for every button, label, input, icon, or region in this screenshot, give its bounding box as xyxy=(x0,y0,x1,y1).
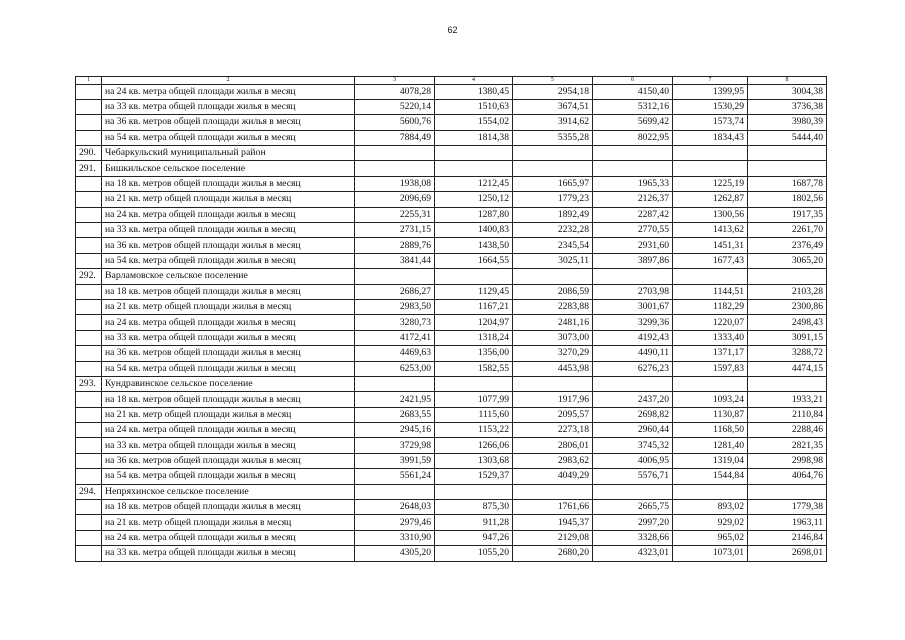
value-cell: 5600,76 xyxy=(355,115,435,130)
row-number xyxy=(76,130,102,145)
row-number xyxy=(76,315,102,330)
table-row xyxy=(76,330,827,345)
value-cell: 1318,24 xyxy=(435,330,513,345)
value-cell: 2498,43 xyxy=(748,315,827,330)
value-cell: 1965,33 xyxy=(593,176,673,191)
row-number xyxy=(76,299,102,314)
value-cell: 5699,42 xyxy=(593,115,673,130)
value-cell: 1300,56 xyxy=(673,207,748,222)
row-number xyxy=(76,515,102,530)
value-cell: 1665,97 xyxy=(513,176,593,191)
value-cell: 3745,32 xyxy=(593,438,673,453)
row-label: на 18 кв. метров общей площади жилья в месяц xyxy=(102,284,355,299)
value-cell: 2287,42 xyxy=(593,207,673,222)
value-cell: 1153,22 xyxy=(435,423,513,438)
value-cell: 1167,21 xyxy=(435,299,513,314)
row-number xyxy=(76,407,102,422)
table-row xyxy=(76,130,827,145)
row-number xyxy=(76,330,102,345)
table-row xyxy=(76,392,827,407)
value-cell: 1779,23 xyxy=(513,192,593,207)
row-number xyxy=(76,284,102,299)
value-cell: 2126,37 xyxy=(593,192,673,207)
row-label: на 21 кв. метр общей площади жилья в месяц xyxy=(102,299,355,314)
value-cell: 2680,20 xyxy=(513,546,593,561)
row-number xyxy=(76,546,102,561)
column-number: 5 xyxy=(513,77,593,85)
value-cell: 1319,04 xyxy=(673,453,748,468)
value-cell xyxy=(673,146,748,161)
table-row xyxy=(76,238,827,253)
value-cell xyxy=(435,269,513,284)
table-row xyxy=(76,530,827,545)
row-label: на 33 кв. метра общей площади жилья в месяц xyxy=(102,223,355,238)
value-cell: 4453,98 xyxy=(513,361,593,376)
section-row xyxy=(76,484,827,499)
value-cell: 1093,24 xyxy=(673,392,748,407)
value-cell xyxy=(673,161,748,176)
value-cell: 2954,18 xyxy=(513,84,593,99)
value-cell: 1761,66 xyxy=(513,500,593,515)
value-cell: 1204,97 xyxy=(435,315,513,330)
row-label: на 24 кв. метра общей площади жилья в месяц xyxy=(102,315,355,330)
value-cell: 4192,43 xyxy=(593,330,673,345)
value-cell: 3004,38 xyxy=(748,84,827,99)
value-cell xyxy=(355,376,435,391)
value-cell: 6276,23 xyxy=(593,361,673,376)
value-cell xyxy=(513,161,593,176)
row-number xyxy=(76,361,102,376)
value-cell: 2481,16 xyxy=(513,315,593,330)
value-cell: 911,28 xyxy=(435,515,513,530)
value-cell: 3674,51 xyxy=(513,99,593,114)
row-number xyxy=(76,84,102,99)
row-label: на 36 кв. метров общей площади жилья в месяц xyxy=(102,238,355,253)
value-cell xyxy=(593,146,673,161)
value-cell: 2648,03 xyxy=(355,500,435,515)
value-cell: 1779,38 xyxy=(748,500,827,515)
row-label: на 18 кв. метров общей площади жилья в месяц xyxy=(102,176,355,191)
value-cell: 2686,27 xyxy=(355,284,435,299)
row-number xyxy=(76,530,102,545)
value-cell: 1400,83 xyxy=(435,223,513,238)
table-row xyxy=(76,423,827,438)
row-label: на 24 кв. метра общей площади жилья в месяц xyxy=(102,207,355,222)
value-cell: 3310,90 xyxy=(355,530,435,545)
row-number xyxy=(76,423,102,438)
value-cell: 1529,37 xyxy=(435,469,513,484)
value-cell: 1115,60 xyxy=(435,407,513,422)
value-cell: 3299,36 xyxy=(593,315,673,330)
value-cell xyxy=(513,376,593,391)
value-cell: 2931,60 xyxy=(593,238,673,253)
value-cell: 2665,75 xyxy=(593,500,673,515)
value-cell: 4172,41 xyxy=(355,330,435,345)
row-label: на 24 кв. метра общей площади жилья в месяц xyxy=(102,84,355,99)
value-cell: 2255,31 xyxy=(355,207,435,222)
value-cell: 3991,59 xyxy=(355,453,435,468)
table-row xyxy=(76,284,827,299)
table-row xyxy=(76,223,827,238)
row-number xyxy=(76,238,102,253)
value-cell: 2437,20 xyxy=(593,392,673,407)
row-label: на 33 кв. метра общей площади жилья в месяц xyxy=(102,330,355,345)
value-cell: 2110,84 xyxy=(748,407,827,422)
value-cell: 2698,01 xyxy=(748,546,827,561)
value-cell: 2821,35 xyxy=(748,438,827,453)
table-row xyxy=(76,407,827,422)
value-cell: 1963,11 xyxy=(748,515,827,530)
table-row xyxy=(76,315,827,330)
column-number: 1 xyxy=(76,77,102,85)
value-cell: 1892,49 xyxy=(513,207,593,222)
row-label: на 36 кв. метров общей площади жилья в месяц xyxy=(102,115,355,130)
value-cell: 3980,39 xyxy=(748,115,827,130)
value-cell: 3091,15 xyxy=(748,330,827,345)
value-cell: 929,02 xyxy=(673,515,748,530)
table-row xyxy=(76,207,827,222)
value-cell: 2300,86 xyxy=(748,299,827,314)
value-cell: 3073,00 xyxy=(513,330,593,345)
page-number: 62 xyxy=(447,25,458,35)
value-cell: 1168,50 xyxy=(673,423,748,438)
value-cell: 4150,40 xyxy=(593,84,673,99)
value-cell: 1544,84 xyxy=(673,469,748,484)
section-row xyxy=(76,146,827,161)
value-cell: 3065,20 xyxy=(748,253,827,268)
value-cell: 5444,40 xyxy=(748,130,827,145)
value-cell xyxy=(355,484,435,499)
value-cell xyxy=(355,146,435,161)
row-number: 294. xyxy=(76,484,102,499)
value-cell: 965,02 xyxy=(673,530,748,545)
value-cell xyxy=(748,376,827,391)
value-cell: 2731,15 xyxy=(355,223,435,238)
row-number xyxy=(76,176,102,191)
row-number xyxy=(76,223,102,238)
row-label: на 36 кв. метров общей площади жилья в месяц xyxy=(102,453,355,468)
row-label: на 36 кв. метров общей площади жилья в месяц xyxy=(102,346,355,361)
row-label: на 18 кв. метров общей площади жилья в месяц xyxy=(102,392,355,407)
row-label: на 21 кв. метр общей площади жилья в месяц xyxy=(102,515,355,530)
value-cell: 2376,49 xyxy=(748,238,827,253)
value-cell xyxy=(748,484,827,499)
value-cell: 5561,24 xyxy=(355,469,435,484)
value-cell xyxy=(593,376,673,391)
value-cell: 1380,45 xyxy=(435,84,513,99)
value-cell: 2983,62 xyxy=(513,453,593,468)
value-cell: 1413,62 xyxy=(673,223,748,238)
table-row xyxy=(76,115,827,130)
value-cell xyxy=(435,484,513,499)
row-number xyxy=(76,207,102,222)
section-title: Чебаркульский муниципальный район xyxy=(102,146,355,161)
value-cell xyxy=(355,269,435,284)
value-cell: 2983,50 xyxy=(355,299,435,314)
row-label: на 33 кв. метра общей площади жилья в месяц xyxy=(102,546,355,561)
value-cell: 2103,28 xyxy=(748,284,827,299)
value-cell: 5312,16 xyxy=(593,99,673,114)
value-cell: 947,26 xyxy=(435,530,513,545)
table-row xyxy=(76,176,827,191)
section-title: Бишкильское сельское поселение xyxy=(102,161,355,176)
value-cell: 4490,11 xyxy=(593,346,673,361)
value-cell: 1917,96 xyxy=(513,392,593,407)
row-number xyxy=(76,500,102,515)
value-cell: 2945,16 xyxy=(355,423,435,438)
section-title: Варламовское сельское поселение xyxy=(102,269,355,284)
value-cell: 3270,29 xyxy=(513,346,593,361)
value-cell: 2698,82 xyxy=(593,407,673,422)
value-cell: 2283,88 xyxy=(513,299,593,314)
row-label: на 54 кв. метра общей площади жилья в месяц xyxy=(102,130,355,145)
value-cell: 1814,38 xyxy=(435,130,513,145)
value-cell: 5220,14 xyxy=(355,99,435,114)
row-number xyxy=(76,192,102,207)
value-cell: 3897,86 xyxy=(593,253,673,268)
table-row xyxy=(76,99,827,114)
table-row xyxy=(76,192,827,207)
value-cell: 1266,06 xyxy=(435,438,513,453)
value-cell: 1129,45 xyxy=(435,284,513,299)
value-cell: 3288,72 xyxy=(748,346,827,361)
column-number: 4 xyxy=(435,77,513,85)
value-cell: 1077,99 xyxy=(435,392,513,407)
value-cell: 2095,57 xyxy=(513,407,593,422)
value-cell: 3736,38 xyxy=(748,99,827,114)
row-label: на 54 кв. метра общей площади жилья в месяц xyxy=(102,253,355,268)
value-cell: 1664,55 xyxy=(435,253,513,268)
column-number-row xyxy=(76,77,827,85)
value-cell: 2703,98 xyxy=(593,284,673,299)
value-cell: 2129,08 xyxy=(513,530,593,545)
value-cell: 2889,76 xyxy=(355,238,435,253)
table-row xyxy=(76,469,827,484)
value-cell: 8022,95 xyxy=(593,130,673,145)
value-cell: 1333,40 xyxy=(673,330,748,345)
value-cell xyxy=(435,146,513,161)
row-label: на 18 кв. метров общей площади жилья в месяц xyxy=(102,500,355,515)
value-cell: 3328,66 xyxy=(593,530,673,545)
value-cell: 1303,68 xyxy=(435,453,513,468)
row-number: 290. xyxy=(76,146,102,161)
column-number: 2 xyxy=(102,77,355,85)
value-cell: 1938,08 xyxy=(355,176,435,191)
value-cell: 2979,46 xyxy=(355,515,435,530)
column-number: 7 xyxy=(673,77,748,85)
value-cell xyxy=(513,269,593,284)
value-cell xyxy=(355,161,435,176)
table-row xyxy=(76,84,827,99)
value-cell: 1687,78 xyxy=(748,176,827,191)
value-cell: 2288,46 xyxy=(748,423,827,438)
value-cell: 1250,12 xyxy=(435,192,513,207)
value-cell: 1055,20 xyxy=(435,546,513,561)
value-cell: 3001,67 xyxy=(593,299,673,314)
row-number xyxy=(76,253,102,268)
value-cell: 1073,01 xyxy=(673,546,748,561)
value-cell: 1677,43 xyxy=(673,253,748,268)
row-number xyxy=(76,346,102,361)
section-title: Кундравинское сельское поселение xyxy=(102,376,355,391)
value-cell: 1834,43 xyxy=(673,130,748,145)
value-cell: 2146,84 xyxy=(748,530,827,545)
section-row xyxy=(76,376,827,391)
row-label: на 33 кв. метра общей площади жилья в месяц xyxy=(102,99,355,114)
value-cell: 3841,44 xyxy=(355,253,435,268)
value-cell: 1554,02 xyxy=(435,115,513,130)
value-cell: 893,02 xyxy=(673,500,748,515)
table-row xyxy=(76,546,827,561)
value-cell: 2806,01 xyxy=(513,438,593,453)
section-row xyxy=(76,269,827,284)
value-cell: 2261,70 xyxy=(748,223,827,238)
value-cell: 4006,95 xyxy=(593,453,673,468)
column-number: 3 xyxy=(355,77,435,85)
table-row xyxy=(76,438,827,453)
row-label: на 24 кв. метра общей площади жилья в месяц xyxy=(102,530,355,545)
column-number: 6 xyxy=(593,77,673,85)
value-cell xyxy=(593,269,673,284)
value-cell xyxy=(593,161,673,176)
value-cell: 4474,15 xyxy=(748,361,827,376)
table-row xyxy=(76,299,827,314)
value-cell: 1220,07 xyxy=(673,315,748,330)
value-cell xyxy=(748,161,827,176)
value-cell: 3025,11 xyxy=(513,253,593,268)
value-cell: 4469,63 xyxy=(355,346,435,361)
table-row xyxy=(76,346,827,361)
value-cell: 1287,80 xyxy=(435,207,513,222)
table-body xyxy=(76,77,827,562)
value-cell: 4049,29 xyxy=(513,469,593,484)
value-cell: 1281,40 xyxy=(673,438,748,453)
value-cell xyxy=(435,161,513,176)
value-cell: 1530,29 xyxy=(673,99,748,114)
value-cell xyxy=(748,146,827,161)
value-cell: 3729,98 xyxy=(355,438,435,453)
value-cell: 2273,18 xyxy=(513,423,593,438)
value-cell: 1945,37 xyxy=(513,515,593,530)
row-label: на 24 кв. метра общей площади жилья в месяц xyxy=(102,423,355,438)
value-cell: 1933,21 xyxy=(748,392,827,407)
value-cell: 3914,62 xyxy=(513,115,593,130)
value-cell: 1130,87 xyxy=(673,407,748,422)
row-label: на 21 кв. метр общей площади жилья в месяц xyxy=(102,192,355,207)
value-cell: 1262,87 xyxy=(673,192,748,207)
value-cell: 2683,55 xyxy=(355,407,435,422)
value-cell: 7884,49 xyxy=(355,130,435,145)
column-number: 8 xyxy=(748,77,827,85)
value-cell: 1399,95 xyxy=(673,84,748,99)
section-title: Непряхинское сельское поселение xyxy=(102,484,355,499)
row-number xyxy=(76,115,102,130)
row-number: 292. xyxy=(76,269,102,284)
value-cell xyxy=(673,484,748,499)
value-cell: 1144,51 xyxy=(673,284,748,299)
value-cell: 1212,45 xyxy=(435,176,513,191)
value-cell: 1451,31 xyxy=(673,238,748,253)
row-label: на 21 кв. метр общей площади жилья в месяц xyxy=(102,407,355,422)
value-cell: 1225,19 xyxy=(673,176,748,191)
table-row xyxy=(76,453,827,468)
value-cell: 2960,44 xyxy=(593,423,673,438)
value-cell: 2096,69 xyxy=(355,192,435,207)
row-label: на 54 кв. метра общей площади жилья в месяц xyxy=(102,361,355,376)
value-cell xyxy=(673,376,748,391)
value-cell: 1597,83 xyxy=(673,361,748,376)
tariff-table xyxy=(75,76,827,562)
value-cell: 2997,20 xyxy=(593,515,673,530)
row-label: на 33 кв. метра общей площади жилья в месяц xyxy=(102,438,355,453)
value-cell: 1182,29 xyxy=(673,299,748,314)
row-number: 293. xyxy=(76,376,102,391)
value-cell: 4078,28 xyxy=(355,84,435,99)
table-row xyxy=(76,515,827,530)
value-cell: 2998,98 xyxy=(748,453,827,468)
value-cell: 2086,59 xyxy=(513,284,593,299)
value-cell: 2232,28 xyxy=(513,223,593,238)
value-cell: 1438,50 xyxy=(435,238,513,253)
value-cell: 1573,74 xyxy=(673,115,748,130)
value-cell: 5355,28 xyxy=(513,130,593,145)
row-number xyxy=(76,438,102,453)
value-cell: 2770,55 xyxy=(593,223,673,238)
value-cell: 875,30 xyxy=(435,500,513,515)
value-cell: 3280,73 xyxy=(355,315,435,330)
value-cell: 4064,76 xyxy=(748,469,827,484)
value-cell xyxy=(748,269,827,284)
value-cell: 6253,00 xyxy=(355,361,435,376)
value-cell: 2421,95 xyxy=(355,392,435,407)
value-cell xyxy=(593,484,673,499)
row-number xyxy=(76,469,102,484)
value-cell xyxy=(673,269,748,284)
row-number xyxy=(76,392,102,407)
value-cell: 4305,20 xyxy=(355,546,435,561)
value-cell: 2345,54 xyxy=(513,238,593,253)
section-row xyxy=(76,161,827,176)
row-number xyxy=(76,453,102,468)
value-cell: 1371,17 xyxy=(673,346,748,361)
value-cell xyxy=(513,146,593,161)
table-row xyxy=(76,361,827,376)
value-cell: 1510,63 xyxy=(435,99,513,114)
value-cell: 1917,35 xyxy=(748,207,827,222)
table-row xyxy=(76,253,827,268)
row-number xyxy=(76,99,102,114)
value-cell: 4323,01 xyxy=(593,546,673,561)
value-cell: 1582,55 xyxy=(435,361,513,376)
value-cell xyxy=(435,376,513,391)
value-cell: 1802,56 xyxy=(748,192,827,207)
value-cell: 1356,00 xyxy=(435,346,513,361)
row-number: 291. xyxy=(76,161,102,176)
row-label: на 54 кв. метра общей площади жилья в месяц xyxy=(102,469,355,484)
value-cell: 5576,71 xyxy=(593,469,673,484)
table-row xyxy=(76,500,827,515)
value-cell xyxy=(513,484,593,499)
